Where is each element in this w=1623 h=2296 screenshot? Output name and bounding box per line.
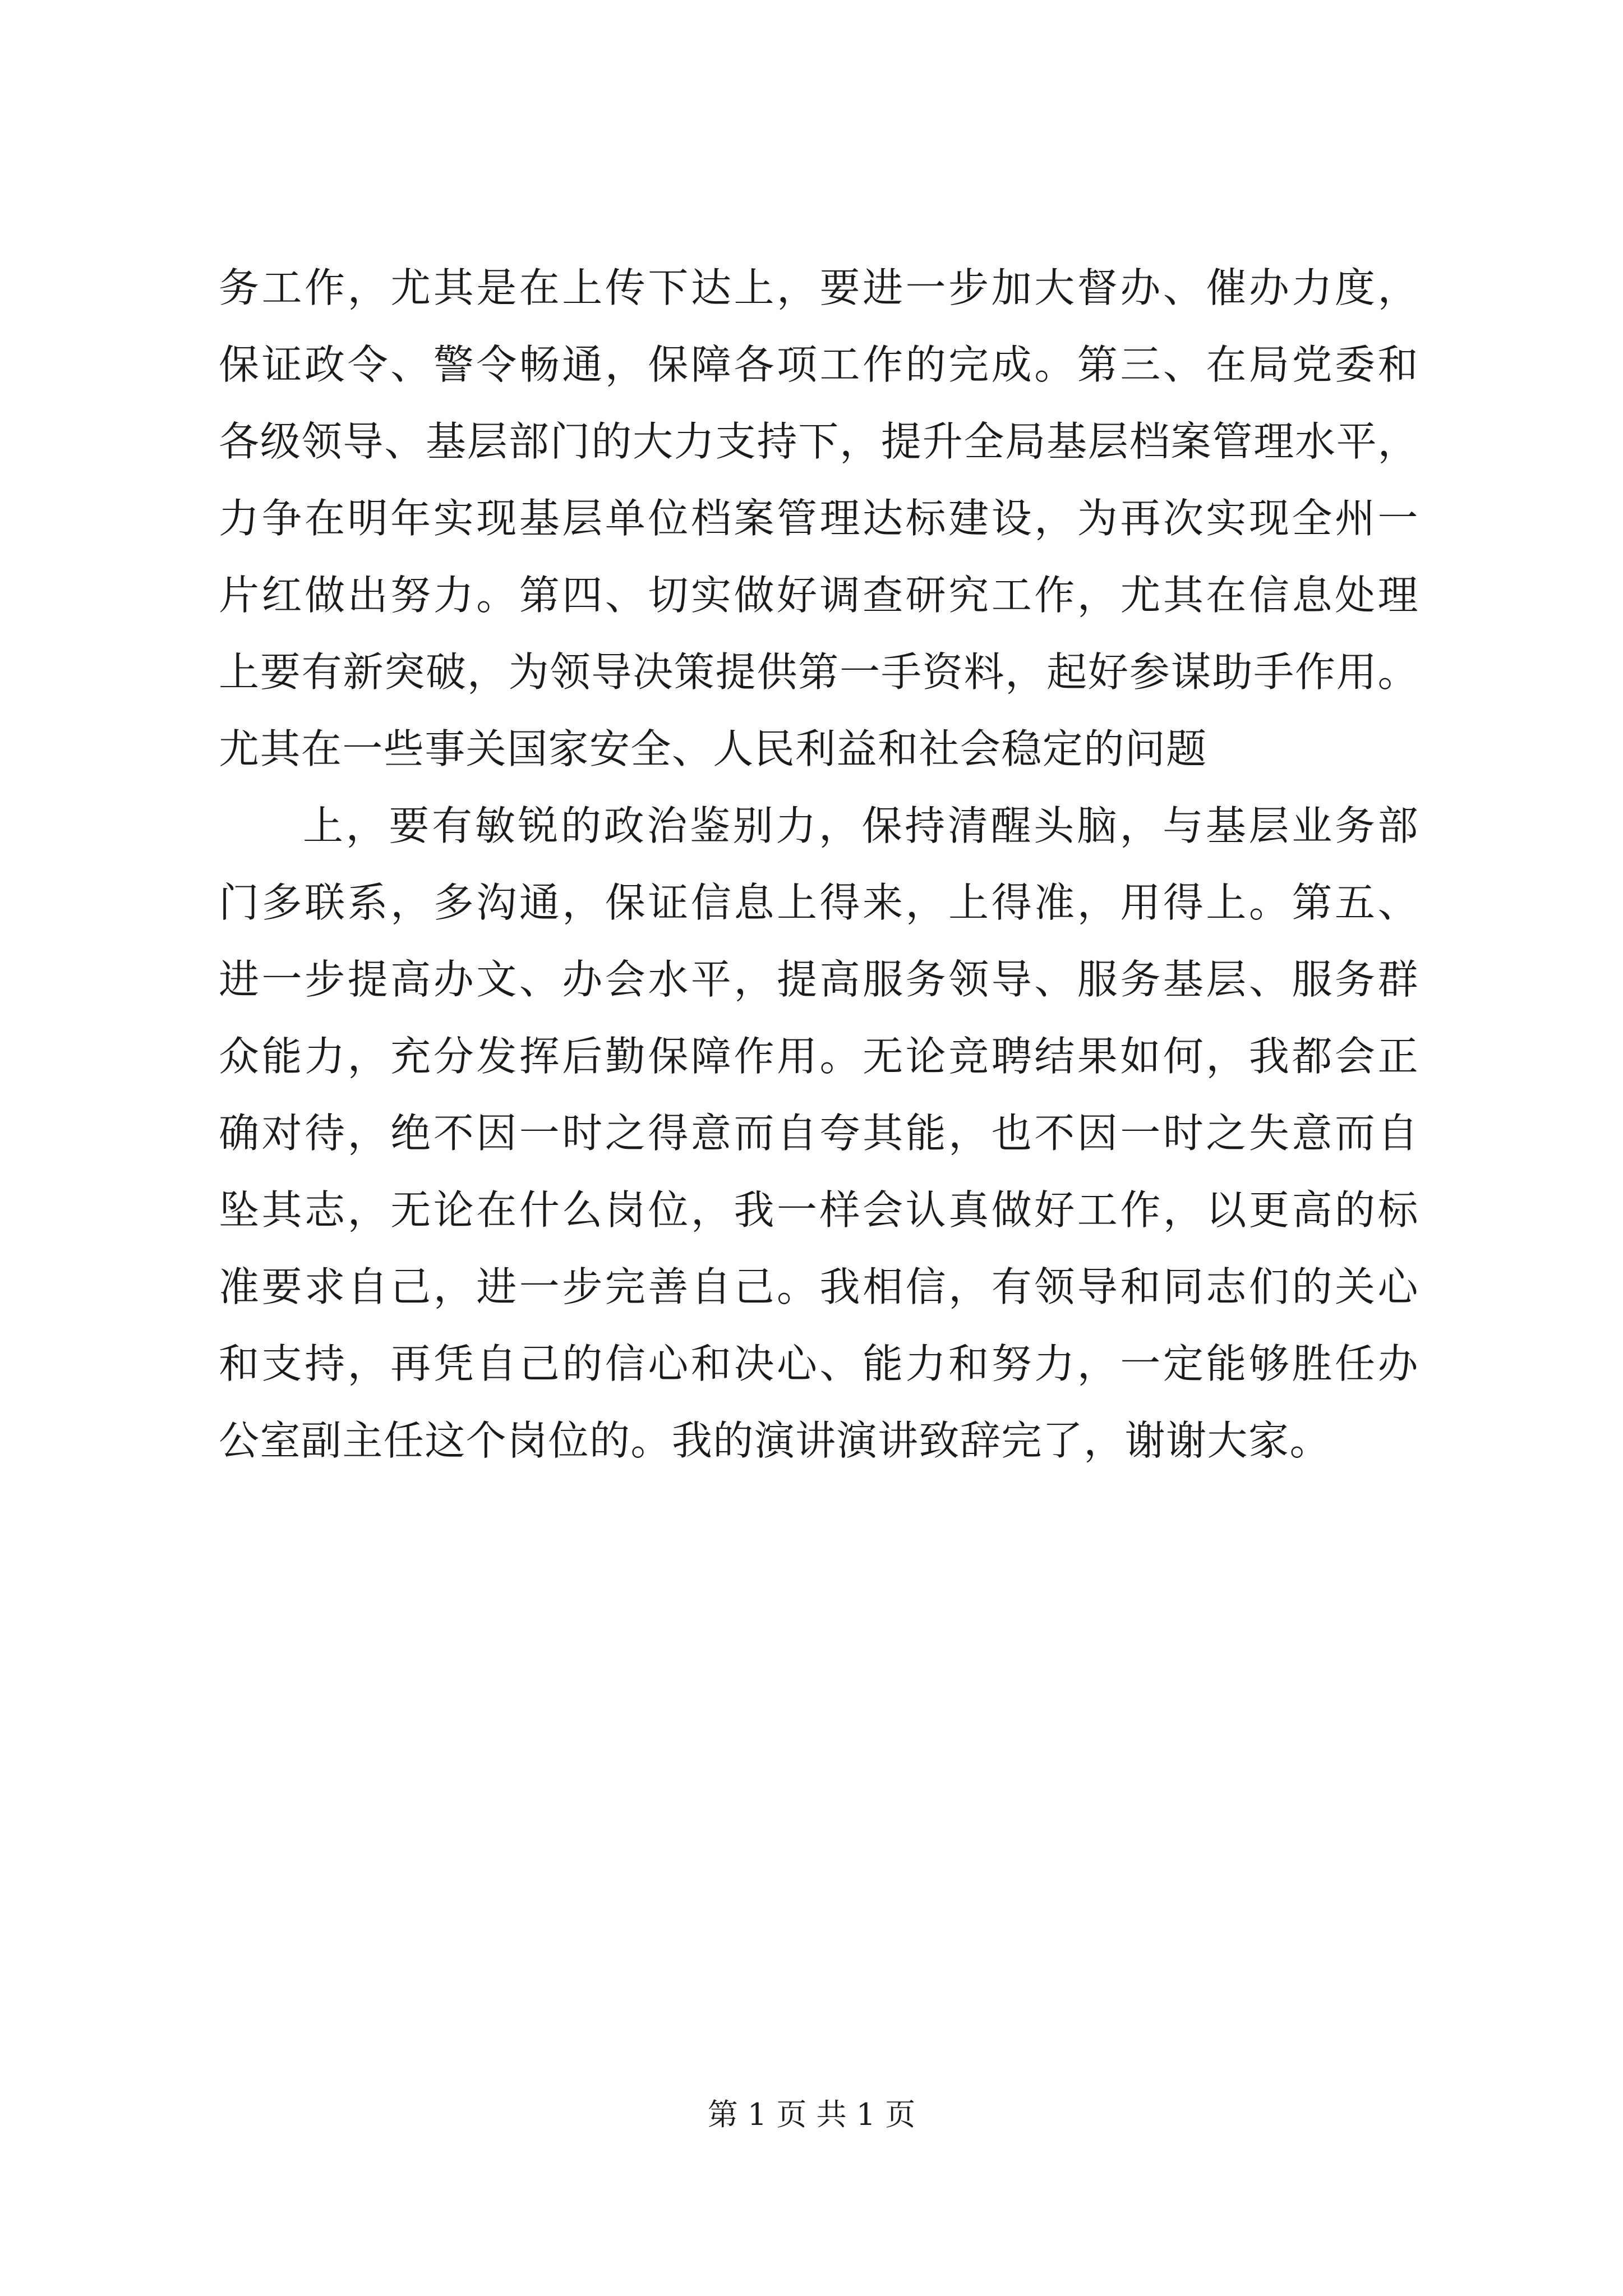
text-line: 上要有新突破，为领导决策提供第一手资料，起好参谋助手作用。: [219, 648, 1419, 696]
text-line: 保证政令、警令畅通，保障各项工作的完成。第三、在局党委和: [219, 341, 1419, 388]
text-line: 公室副主任这个岗位的。我的演讲演讲致辞完了，谢谢大家。: [219, 1417, 1331, 1464]
text-line: 确对待，绝不因一时之得意而自夸其能，也不因一时之失意而自: [219, 1110, 1419, 1157]
text-line: 和支持，再凭自己的信心和决心、能力和努力，一定能够胜任办: [219, 1340, 1419, 1387]
text-line: 坠其志，无论在什么岗位，我一样会认真做好工作，以更高的标: [219, 1186, 1419, 1234]
text-line: 力争在明年实现基层单位档案管理达标建设，为再次实现全州一: [219, 495, 1419, 542]
text-line: 片红做出努力。第四、切实做好调查研究工作，尤其在信息处理: [219, 572, 1419, 619]
text-line: 尤其在一些事关国家安全、人民利益和社会稳定的问题: [219, 725, 1207, 772]
text-line: 上，要有敏锐的政治鉴别力，保持清醒头脑，与基层业务部: [303, 802, 1419, 849]
text-line: 众能力，充分发挥后勤保障作用。无论竞聘结果如何，我都会正: [219, 1033, 1419, 1080]
text-line: 各级领导、基层部门的大力支持下，提升全局基层档案管理水平，: [219, 418, 1419, 465]
text-line: 准要求自己，进一步完善自己。我相信，有领导和同志们的关心: [219, 1263, 1419, 1310]
text-line: 门多联系，多沟通，保证信息上得来，上得准，用得上。第五、: [219, 879, 1419, 926]
text-line: 务工作，尤其是在上传下达上，要进一步加大督办、催办力度，: [219, 264, 1419, 311]
document-body: [219, 250, 1419, 1479]
page-footer: 第 1 页 共 1 页: [707, 2097, 916, 2132]
text-line: 进一步提高办文、办会水平，提高服务领导、服务基层、服务群: [219, 956, 1419, 1003]
